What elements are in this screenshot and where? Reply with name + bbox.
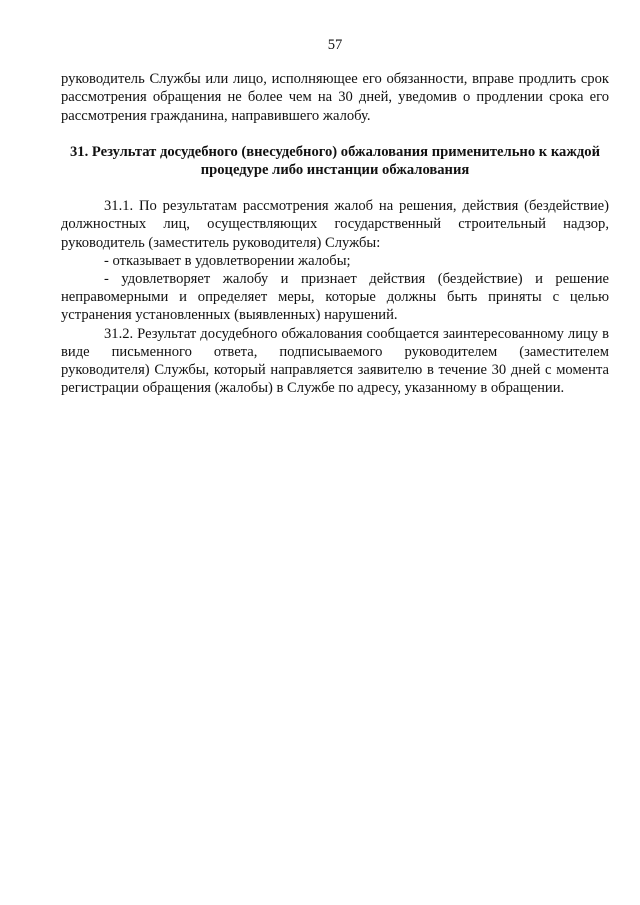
page-number: 57	[327, 37, 343, 53]
intro-paragraph: руководитель Службы или лицо, исполняющее его обязанности, вправе продлить срок рассмотрения обращения не более чем на 30 дней, уведомив о продлении срока его рассмотрения гражданина, направившего жалобу.	[61, 71, 609, 124]
clause-31-1: 31.1. По результатам рассмотрения жалоб на решения, действия (бездействие) должностных лиц, осуществляющих государственный строительный надзор, руководитель (заместитель руководителя) Службы:	[61, 198, 609, 251]
document-page	[61, 36, 609, 397]
clause-31-2: 31.2. Результат досудебного обжалования сообщается заинтересованному лицу в виде письменного ответа, подписываемого руководителем (заместителем руководителя) Службы, который направляется заявителю в течение 30 дней с момента регистрации обращения (жалобы) в Службе по адресу, указанному в обращении.	[61, 325, 609, 397]
section-heading: 31. Результат досудебного (внесудебного) обжалования применительно к каждой процедуре либо инстанции обжалования	[69, 143, 600, 179]
clause-31-1-item: - отказывает в удовлетворении жалобы;	[104, 252, 351, 269]
clause-31-1-item: - удовлетворяет жалобу и признает действия (бездействие) и решение неправомерными и определяет меры, которые должны быть приняты с целью устранения установленных (выявленных) нарушений.	[61, 271, 609, 324]
